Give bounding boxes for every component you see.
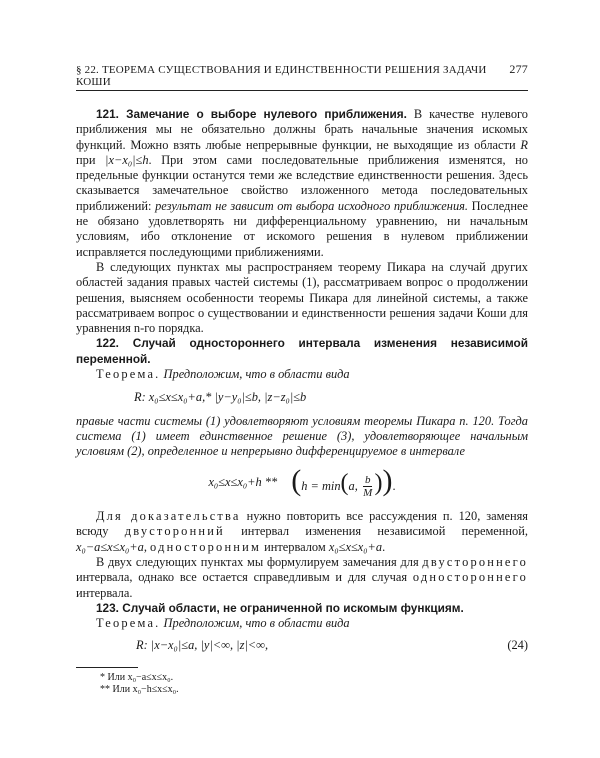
page-number: 277 xyxy=(509,62,528,76)
formula-region-r: R: x₀≤x≤x₀+a,* |y−y₀|≤b, |z−z₀|≤b xyxy=(134,390,307,405)
running-header xyxy=(76,62,528,91)
footnotes xyxy=(76,672,528,696)
theorem-label: Теорема. xyxy=(96,616,161,631)
book-page xyxy=(76,62,528,696)
footnote-2: ** Или x₀−h≤x≤x₀. xyxy=(100,683,179,695)
fraction-b-over-m: $\frac{b}{M}$ xyxy=(363,474,373,500)
theorem-122-lead: Теорема. Предположим, что в области вида xyxy=(96,367,350,382)
running-title: § 22. ТЕОРЕМА СУЩЕСТВОВАНИЯ И ЕДИНСТВЕННОСТИ РЕШЕНИЯ ЗАДАЧИ КОШИ xyxy=(76,64,487,88)
section-121-paragraph-2: В следующих пунктах мы распространяем теорему Пикара на случай других областей задания правых частей системы (1), рассматриваем вопрос о продолжении решения, выясняем особенности теоремы Пикара для линейной системы, а также рассматриваем вопрос о существовании и единственности решения задачи Коши для уравнения n-го порядка. xyxy=(76,259,528,336)
footnote-1: * Или x₀−a≤x≤x₀. xyxy=(100,671,174,683)
theorem-122-text: правые части системы (1) удовлетворяют условиям теоремы Пикара п. 120. Тогда система (1) имеет единственное решение (3), удовлетворяющее начальным условиям (2), определенное и непрерывно дифференцируемое в интервале xyxy=(76,413,528,459)
equation-number: (24) xyxy=(507,637,528,652)
emphasis-text: результат не зависит от выбора исходного приближения. xyxy=(155,198,469,213)
theorem-123-lead: Теорема. Предположим, что в области вида xyxy=(96,616,350,631)
section-123-heading: 123. Случай области, не ограниченной по искомым функциям. xyxy=(96,600,464,615)
remark-122: В двух следующих пунктах мы формулируем замечания для двустороннего интервала, однако все остается справедливым и для случая одностороннего интервала. xyxy=(76,555,528,600)
footnote-rule xyxy=(76,667,138,668)
formula-interval-h: x₀≤x≤x₀+h ** (h = min(a, $\frac{b}{M}$ )). xyxy=(208,463,396,500)
page-body xyxy=(76,107,528,696)
section-121-heading: 121. Замечание о выборе нулевого приближения. xyxy=(96,107,407,121)
proof-label: Для доказательства xyxy=(96,509,241,524)
formula-h-min: (h = min(a, $\frac{b}{M}$ )). xyxy=(291,463,396,500)
section-121-paragraph: 121. Замечание о выборе нулевого приближения. В качестве нулевого приближения мы не обязательно должны брать начальные значения искомых функций. Можно взять любые непрерывные функции, не выходящие из области R при |x−x₀|≤h. При этом сами последовательные приближения изменятся, но предельные функции останутся теми же вследствие единственности решения. Здесь сказывается замечательное свойство изложенного метода последовательных приближений: результат не зависит от выбора исходного приближения. Последнее не обязано удовлетворять ни дифференциальному уравнению, ни начальным условиям, ибо отклонение от искомого решения в нулевом приближении исправляется последующими приближениями. xyxy=(76,107,528,259)
theorem-label: Теорема. xyxy=(96,367,161,382)
formula-24: R: |x−x₀|≤a, |y|<∞, |z|<∞, (24) xyxy=(136,637,528,652)
proof-122: Для доказательства нужно повторить все рассуждения п. 120, заменяя всюду двусторонний интервал изменения независимой переменной, x₀−a≤x≤x₀+a, односторонним интервалом x₀≤x≤x₀+a. xyxy=(76,509,528,554)
section-122-heading: 122. Случай одностороннего интервала изменения независимой переменной. xyxy=(76,336,528,366)
